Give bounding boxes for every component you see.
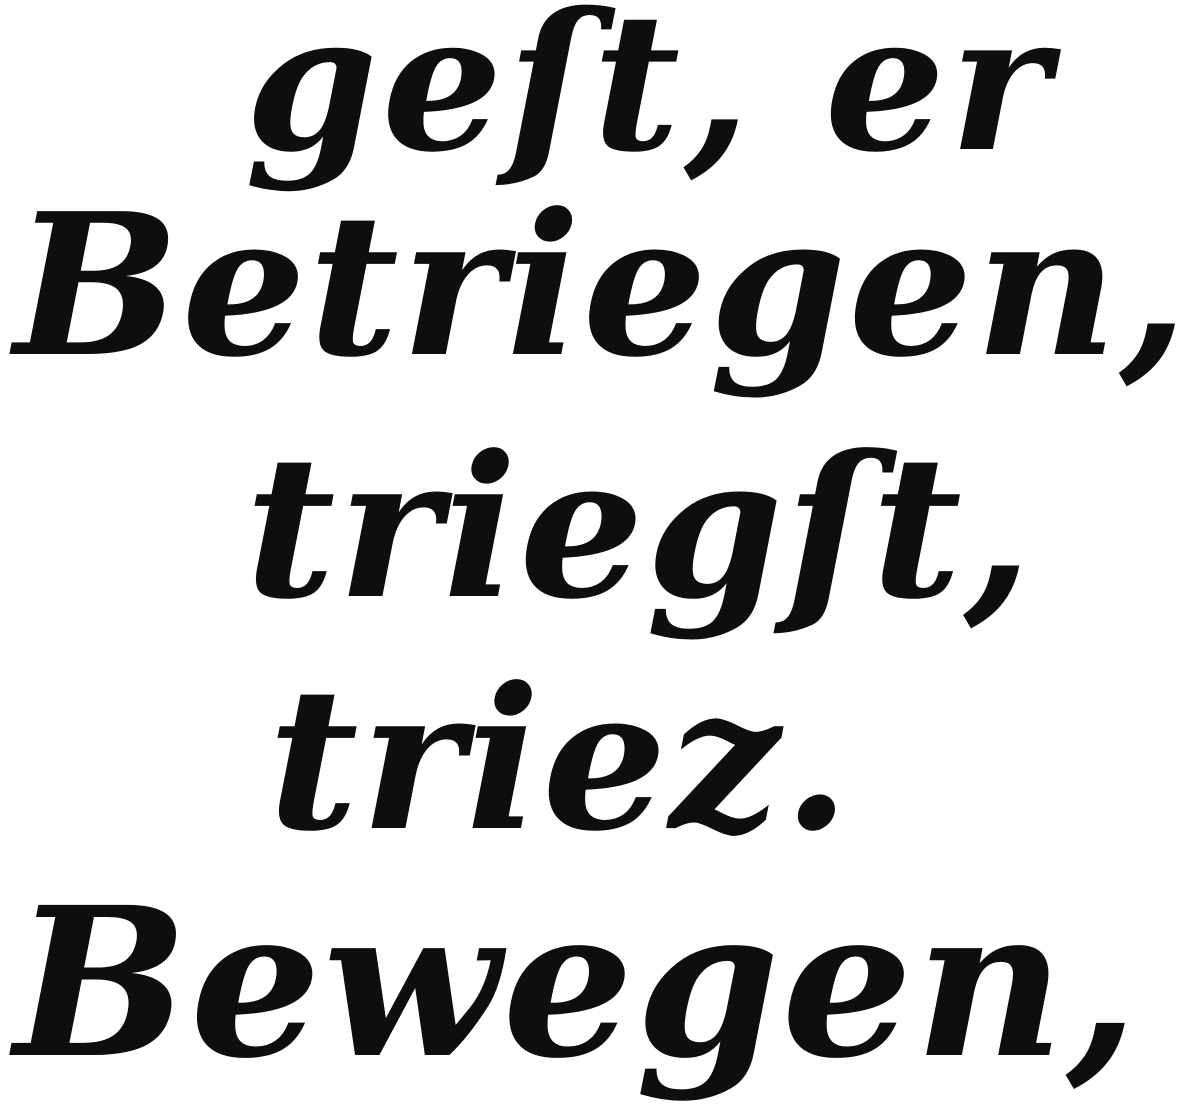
text-line-5: Bewegen, (14, 862, 1141, 1104)
text-line-2: Betriegen, (14, 171, 1190, 401)
text-line-3: triegſt, (245, 413, 1035, 643)
text-line-4: triez. (268, 645, 853, 875)
text-line-1: geſt, er (245, 0, 1054, 194)
